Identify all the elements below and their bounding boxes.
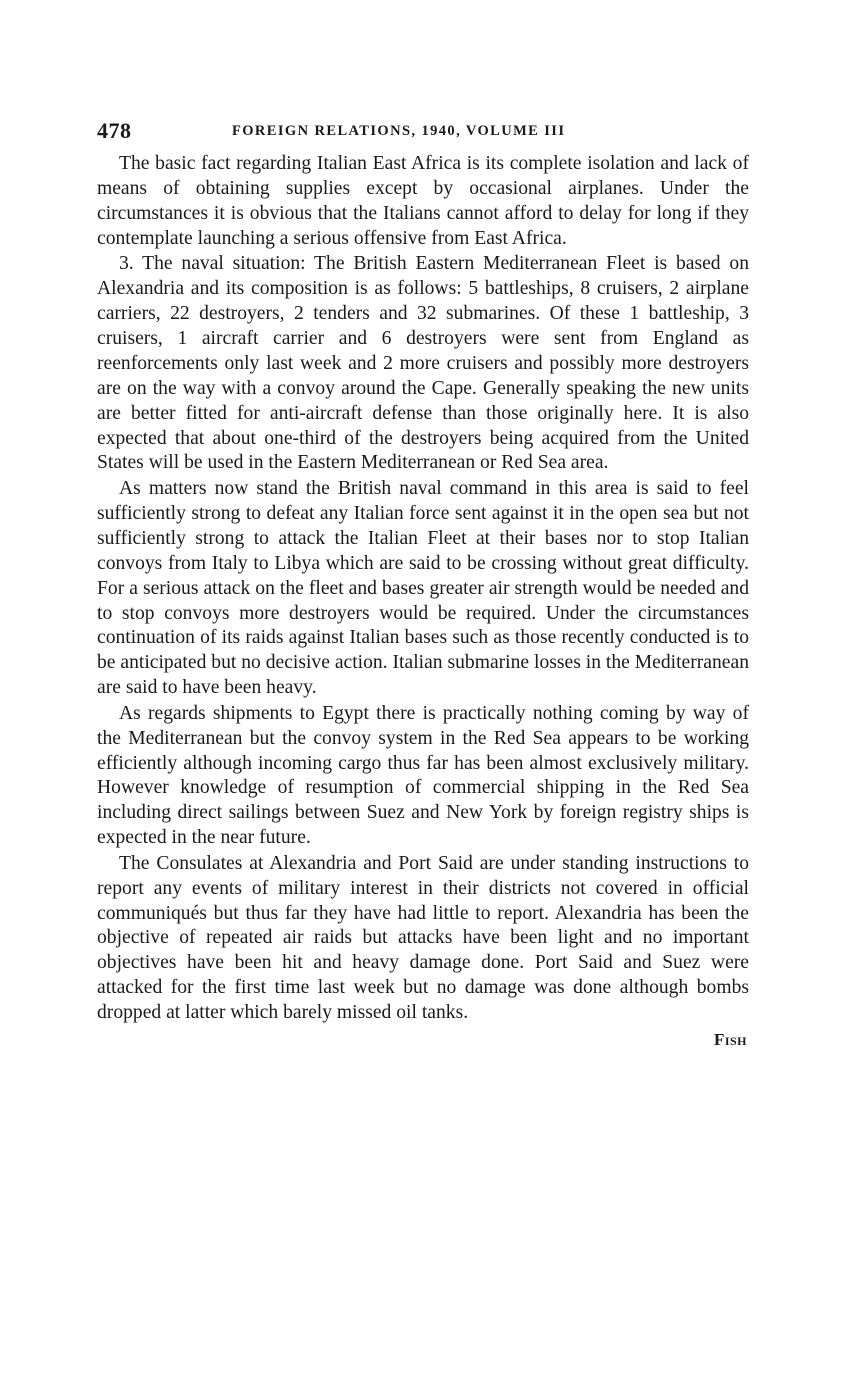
paragraph-consulates: The Consulates at Alexandria and Port Said are under standing instructions to report any events of military interest in their districts not covered in official communiqués but thus far they have had little to report. Alexandria has been the objective of repeated air raids but attacks have been light and no important objectives have been hit and heavy damage done. Port Said and Suez were attacked for the first time last week but no damage was done although bombs dropped at latter which barely missed oil tanks. [97, 852, 749, 1024]
page-number: 478 [97, 118, 132, 143]
page-header [97, 112, 749, 152]
signature: Fish [713, 1030, 747, 1050]
paragraph-naval-situation: 3. The naval situation: The British Eastern Mediterranean Fleet is based on Alexandria and its composition is as follows: 5 battleships, 8 cruisers, 2 airplane carriers, 22 destroyers, 2 tenders and 32 submarines. Of these 1 battleship, 3 cruisers, 1 aircraft carrier and 6 destroyers were sent from England as reenforcements only last week and 2 more cruisers and possibly more destroyers are on the way with a convoy around the Cape. Generally speaking the new units are better fitted for anti-aircraft defense than those originally here. It is also expected that about one-third of the destroyers being acquired from the United States will be used in the Eastern Mediterranean or Red Sea area. [97, 253, 749, 474]
document-page [97, 112, 749, 1050]
paragraph-shipments-egypt: As regards shipments to Egypt there is practically nothing coming by way of the Mediterranean but the convoy system in the Red Sea appears to be working efficiently although incoming cargo thus far has been almost exclusively military. However knowledge of resumption of commercial shipping in the Red Sea including direct sailings between Suez and New York by foreign registry ships is expected in the near future. [97, 702, 749, 849]
paragraph-naval-command: As matters now stand the British naval command in this area is said to feel sufficiently strong to defeat any Italian force sent against it in the open sea but not sufficiently strong to attack the Italian Fleet at their bases nor to stop Italian convoys from Italy to Libya which are said to be crossing without great difficulty. For a serious attack on the fleet and bases greater air strength would be needed and to stop convoys more destroyers would be required. Under the circumstances continuation of its raids against Italian bases such as those recently conducted is to be anticipated but no decisive action. Italian submarine losses in the Mediterranean are said to have been heavy. [97, 477, 749, 699]
running-head: FOREIGN RELATIONS, 1940, VOLUME III [232, 123, 566, 139]
body-text [97, 152, 749, 1026]
paragraph-east-africa: The basic fact regarding Italian East Africa is its complete isolation and lack of means of obtaining supplies except by occasional airplanes. Under the circumstances it is obvious that the Italians cannot afford to delay for long if they contemplate launching a serious offensive from East Africa. [97, 153, 749, 249]
